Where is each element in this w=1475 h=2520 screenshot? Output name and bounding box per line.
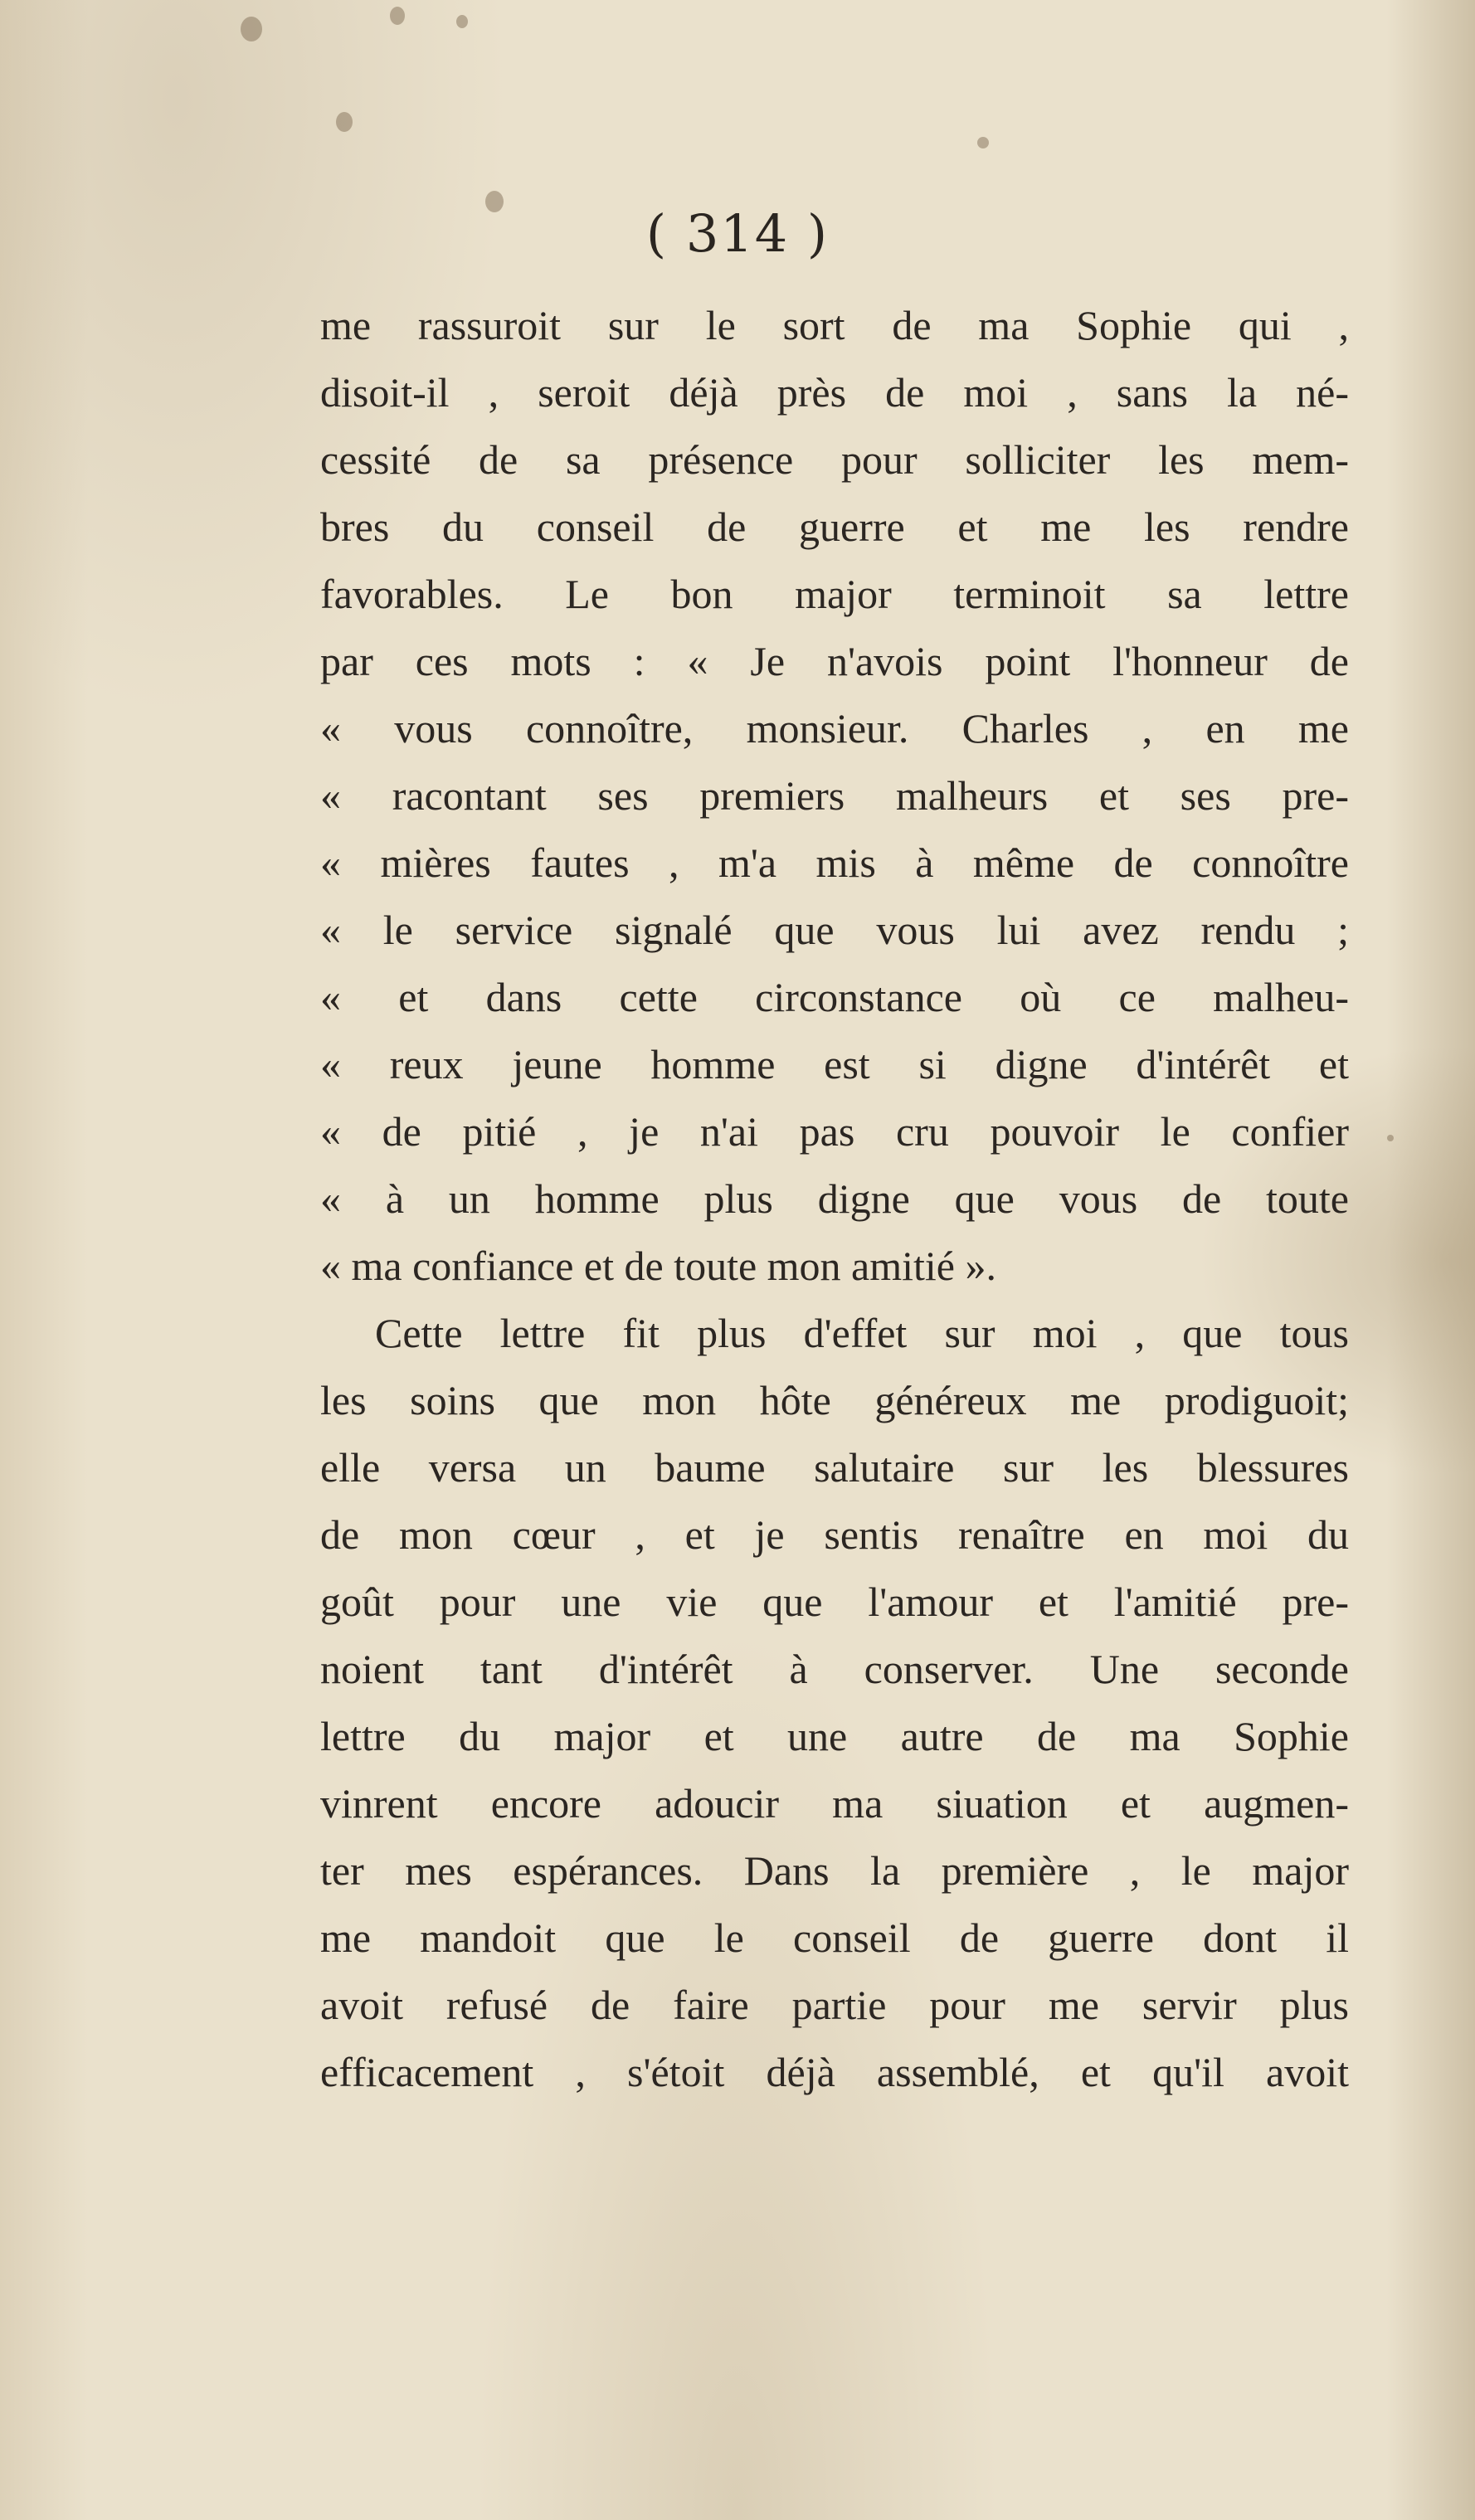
text-line: goût pour une vie que l'amour et l'amitié pre-	[320, 1579, 1349, 1625]
paragraph-start-line: Cette lettre fit plus d'effet sur moi , que tous	[375, 1310, 1349, 1356]
text-line: disoit-il , seroit déjà près de moi , sans la né-	[320, 369, 1349, 416]
foxing-spot	[390, 7, 405, 25]
text-line: « et dans cette circonstance où ce malheu-	[320, 974, 1349, 1020]
text-line: bres du conseil de guerre et me les rendre	[320, 504, 1349, 550]
text-line: les soins que mon hôte généreux me prodiguoit;	[320, 1377, 1349, 1423]
text-line: lettre du major et une autre de ma Sophie	[320, 1713, 1349, 1759]
text-line: « reux jeune homme est si digne d'intérêt et	[320, 1041, 1349, 1087]
text-line: vinrent encore adoucir ma siuation et augmen-	[320, 1780, 1349, 1827]
text-line: noient tant d'intérêt à conserver. Une seconde	[320, 1646, 1349, 1692]
foxing-spot	[1387, 1135, 1394, 1141]
foxing-spot	[336, 112, 353, 132]
text-line: « à un homme plus digne que vous de toute	[320, 1175, 1349, 1222]
text-line: avoit refusé de faire partie pour me servir plus	[320, 1982, 1349, 2028]
foxing-spot	[241, 17, 262, 41]
text-line: « racontant ses premiers malheurs et ses pre-	[320, 772, 1349, 819]
text-line: efficacement , s'étoit déjà assemblé, et qu'il avoit	[320, 2049, 1349, 2095]
text-line: de mon cœur , et je sentis renaître en moi du	[320, 1511, 1349, 1558]
text-line: elle versa un baume salutaire sur les blessures	[320, 1444, 1349, 1491]
text-line: ter mes espérances. Dans la première , le major	[320, 1847, 1349, 1894]
foxing-spot	[977, 137, 989, 148]
text-line: « le service signalé que vous lui avez rendu ;	[320, 907, 1349, 953]
text-line: « mières fautes , m'a mis à même de connoître	[320, 839, 1349, 886]
text-line: « ma confiance et de toute mon amitié ».	[320, 1243, 996, 1289]
text-line: me mandoit que le conseil de guerre dont il	[320, 1914, 1349, 1961]
body-text	[320, 292, 1349, 2106]
text-line: « vous connoître, monsieur. Charles , en me	[320, 705, 1349, 752]
page-number-header: ( 314 )	[645, 203, 830, 264]
text-line: par ces mots : « Je n'avois point l'honneur de	[320, 638, 1349, 684]
foxing-spot	[456, 15, 468, 28]
text-line: me rassuroit sur le sort de ma Sophie qui ,	[320, 302, 1349, 348]
text-line: cessité de sa présence pour solliciter les mem-	[320, 436, 1349, 483]
text-line: favorables. Le bon major terminoit sa lettre	[320, 571, 1349, 617]
text-line: « de pitié , je n'ai pas cru pouvoir le confier	[320, 1108, 1349, 1155]
